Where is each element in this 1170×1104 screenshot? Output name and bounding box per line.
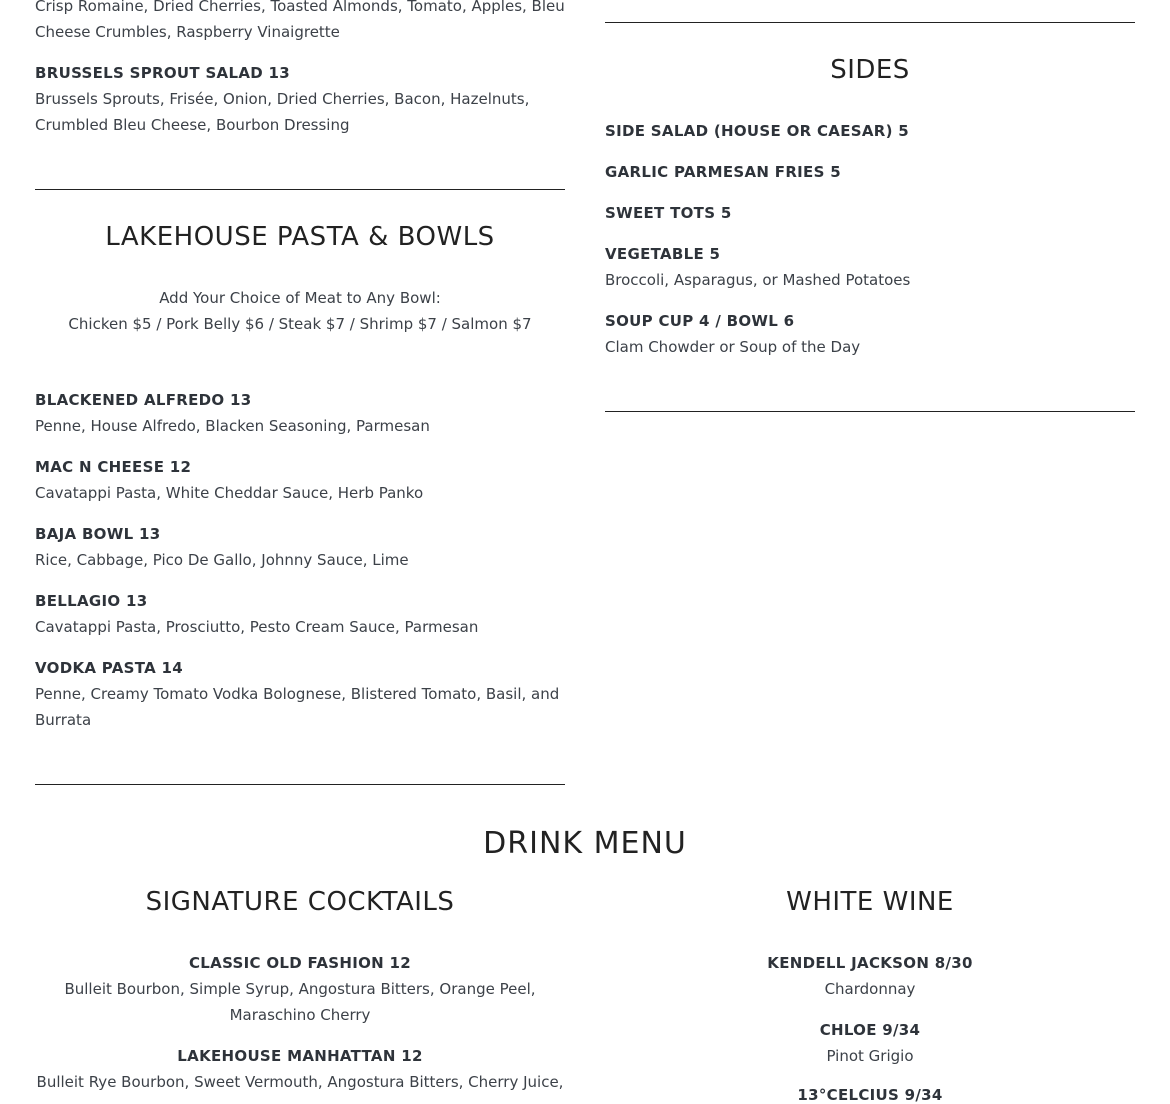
menu-item-description: Penne, House Alfredo, Blacken Seasoning, Parmesan	[35, 417, 430, 435]
menu-item-name: CLASSIC OLD FASHION 12	[189, 954, 411, 972]
menu-item-name: SIDE SALAD (HOUSE OR CAESAR) 5	[605, 122, 910, 140]
pasta-note-line1: Add Your Choice of Meat to Any Bowl:	[159, 289, 441, 307]
menu-item-name: VEGETABLE 5	[605, 245, 721, 263]
salad-top-description: Crisp Romaine, Dried Cherries, Toasted Almonds, Tomato, Apples, Bleu Cheese Crumbles, Raspberry Vinaigrette	[35, 0, 565, 41]
section-title-sides: SIDES	[830, 55, 910, 85]
menu-item-description: Chardonnay	[824, 980, 916, 998]
pasta-note-line2: Chicken $5 / Pork Belly $6 / Steak $7 / Shrimp $7 / Salmon $7	[68, 315, 532, 333]
menu-item-name: LAKEHOUSE MANHATTAN 12	[177, 1047, 423, 1065]
menu-item-name: 13°CELCIUS 9/34	[797, 1086, 943, 1104]
menu-item-description: Bulleit Bourbon, Simple Syrup, Angostura Bitters, Orange Peel, Maraschino Cherry	[64, 980, 536, 1024]
menu-item-name: BRUSSELS SPROUT SALAD 13	[35, 64, 290, 82]
menu-item-description: Cavatappi Pasta, White Cheddar Sauce, Herb Panko	[35, 484, 424, 502]
menu-item-description: Rice, Cabbage, Pico De Gallo, Johnny Sauce, Lime	[35, 551, 409, 569]
menu-item-description: Bulleit Rye Bourbon, Sweet Vermouth, Angostura Bitters, Cherry Juice,	[36, 1073, 564, 1091]
menu-item-description: Clam Chowder or Soup of the Day	[605, 338, 861, 356]
menu-item-name: VODKA PASTA 14	[35, 659, 184, 677]
menu-item-name: MAC N CHEESE 12	[35, 458, 192, 476]
section-divider	[605, 411, 1135, 412]
menu-item-description: Penne, Creamy Tomato Vodka Bolognese, Blistered Tomato, Basil, and Burrata	[35, 685, 560, 729]
section-divider	[35, 189, 565, 190]
menu-item-name: BAJA BOWL 13	[35, 525, 161, 543]
menu-item-name: SOUP CUP 4 / BOWL 6	[605, 312, 795, 330]
section-title-white-wine: WHITE WINE	[786, 887, 954, 917]
section-divider	[35, 784, 565, 785]
menu-item-name: GARLIC PARMESAN FRIES 5	[605, 163, 841, 181]
menu-item-name: CHLOE 9/34	[819, 1021, 921, 1039]
menu-item-description: Cavatappi Pasta, Prosciutto, Pesto Cream Sauce, Parmesan	[35, 618, 479, 636]
menu-item-name: SWEET TOTS 5	[605, 204, 732, 222]
section-title-pasta: LAKEHOUSE PASTA & BOWLS	[105, 222, 495, 252]
menu-item-name: BLACKENED ALFREDO 13	[35, 391, 252, 409]
menu-item-name: KENDELL JACKSON 8/30	[767, 954, 973, 972]
menu-item-description: Broccoli, Asparagus, or Mashed Potatoes	[605, 271, 911, 289]
section-divider	[605, 22, 1135, 23]
menu-item-description: Brussels Sprouts, Frisée, Onion, Dried Cherries, Bacon, Hazelnuts, Crumbled Bleu Cheese, Bourbon Dressing	[35, 90, 530, 134]
drink-menu-title: DRINK MENU	[483, 826, 687, 861]
menu-item-name: BELLAGIO 13	[35, 592, 148, 610]
section-title-cocktails: SIGNATURE COCKTAILS	[145, 887, 455, 917]
menu-item-description: Pinot Grigio	[826, 1047, 914, 1065]
